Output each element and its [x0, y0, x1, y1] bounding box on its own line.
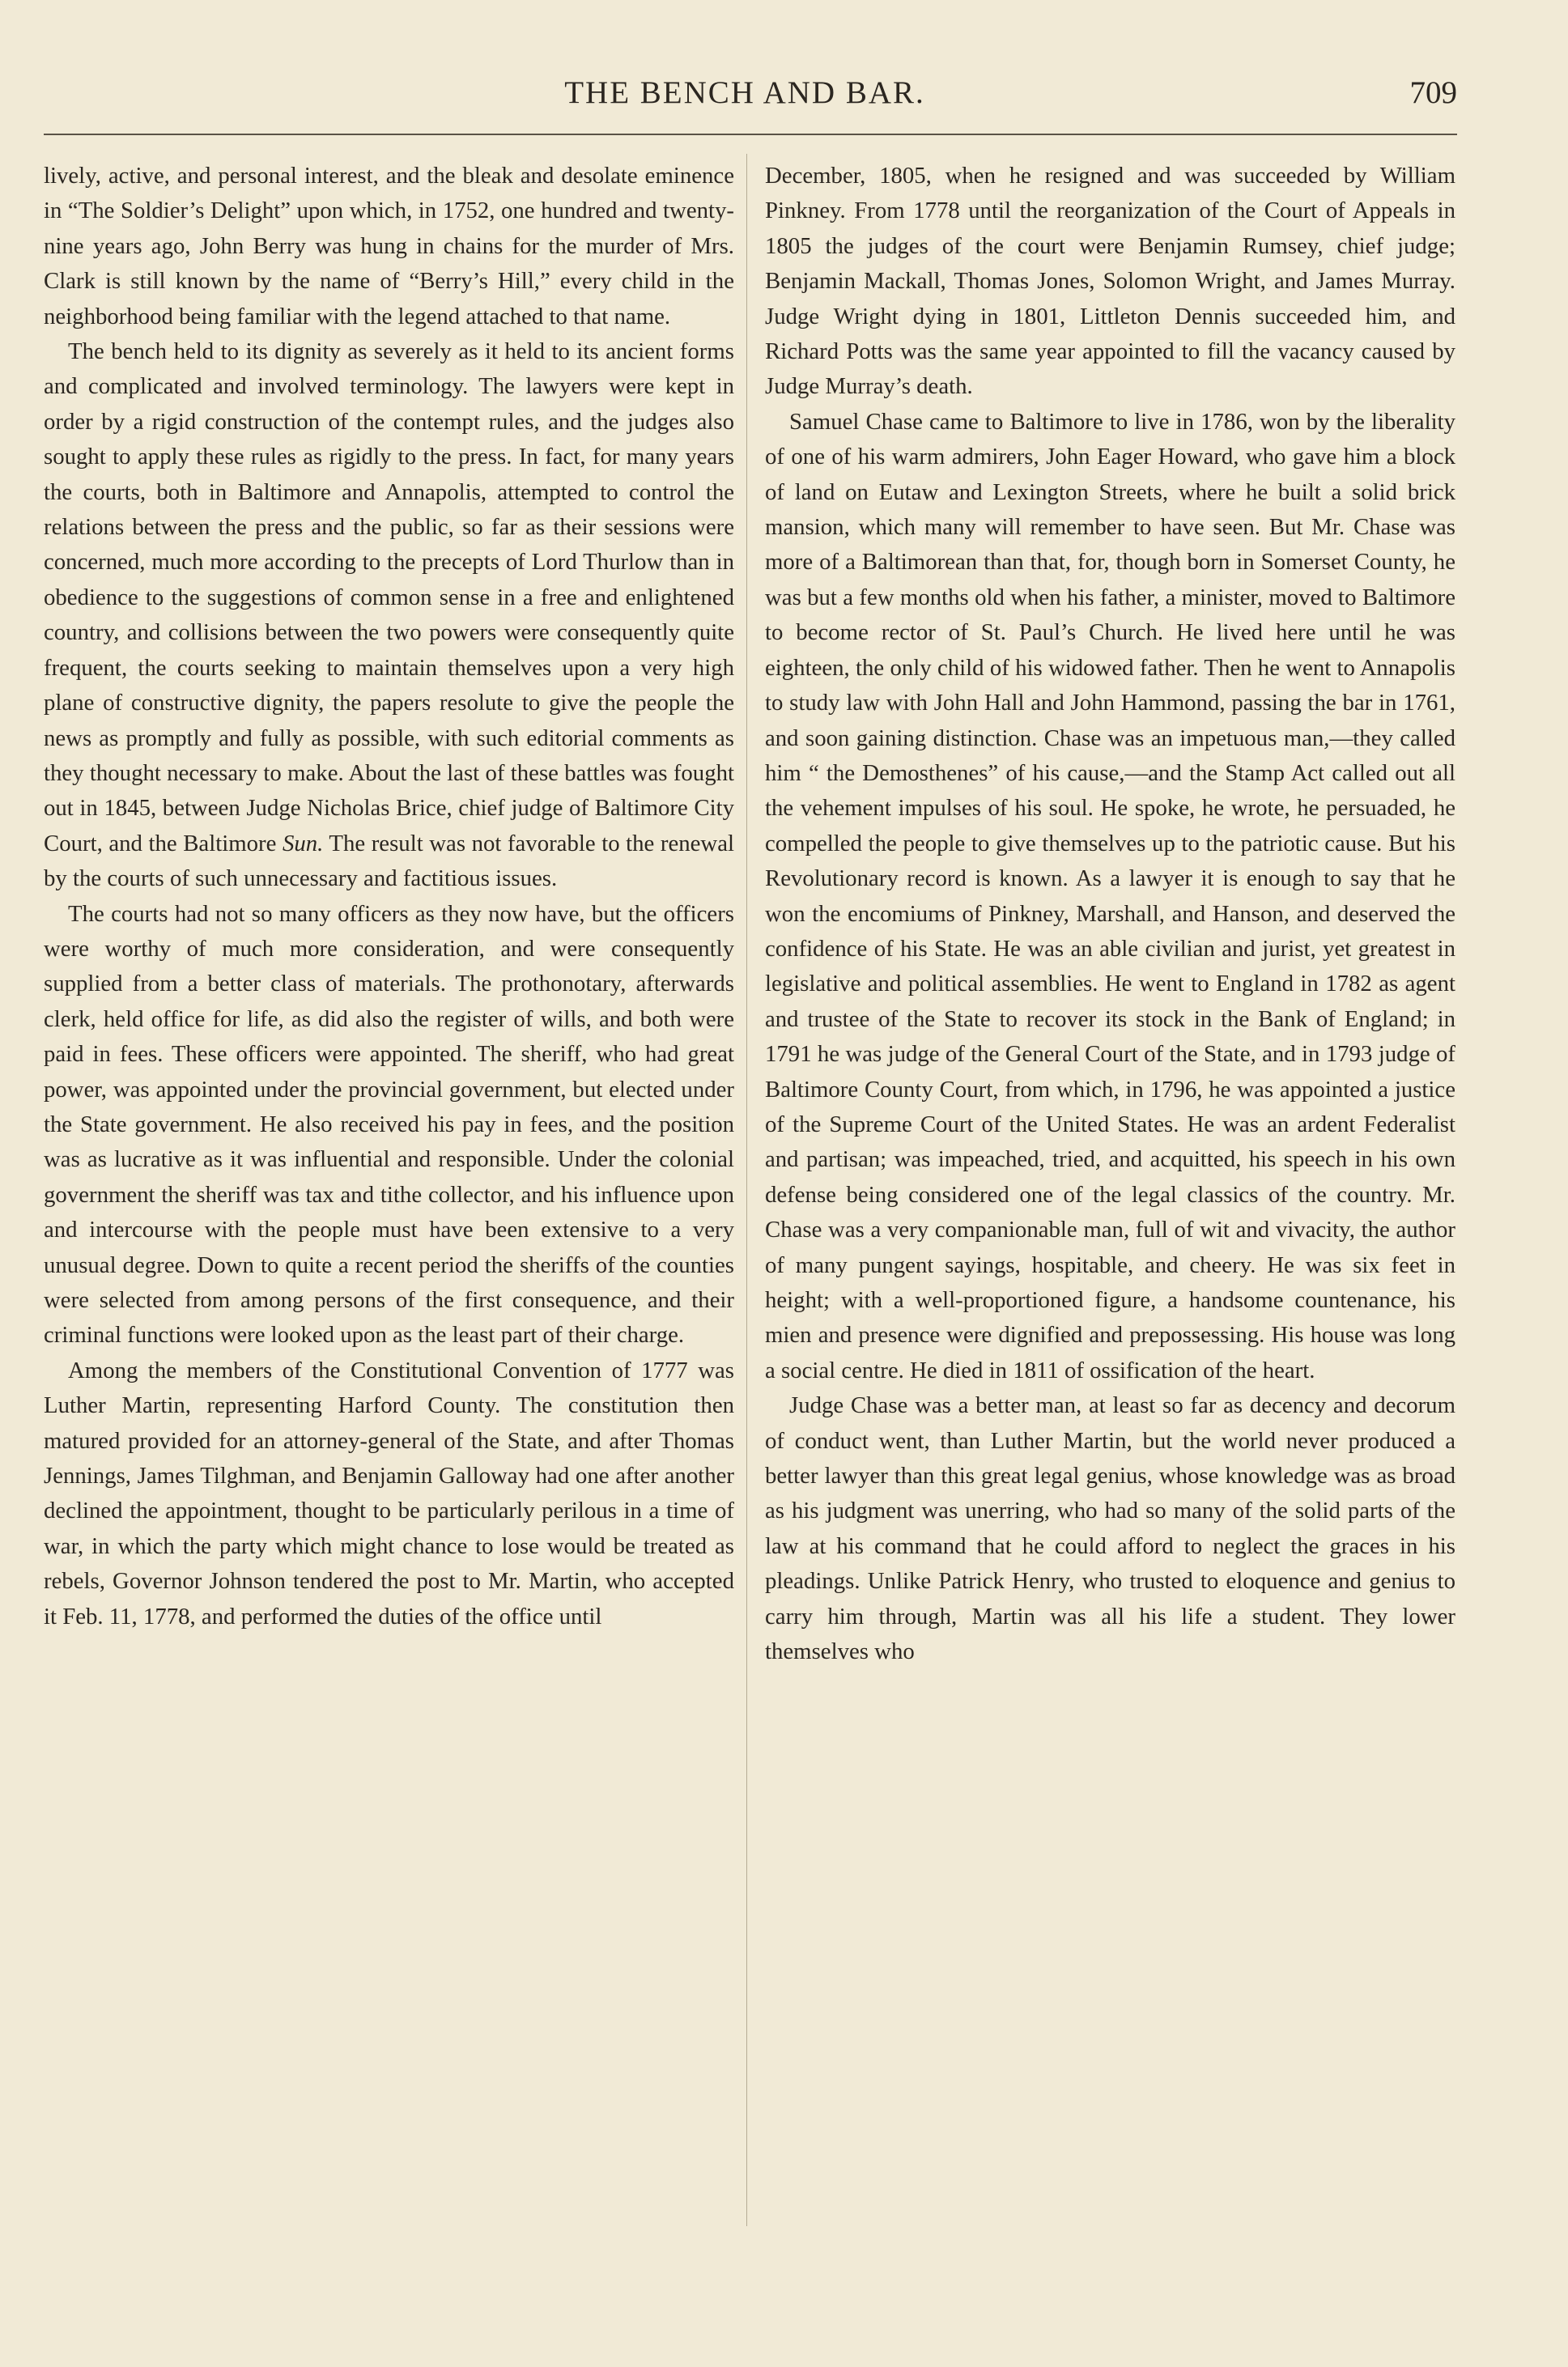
page-header: [32, 74, 1457, 123]
paragraph-continued: lively, active, and personal interest, and the bleak and desolate eminence in “The Soldier’s Delight” upon which, in 1752, one hundred and twenty-nine years ago, John Berry was hung in chains for the murder of Mrs. Clark is still known by the name of “Berry’s Hill,” every child in the neighborhood being familiar with the legend attached to that name.: [44, 163, 734, 329]
right-column: [765, 159, 1455, 1669]
paragraph-text: The result was not favorable to the renewal by the courts of such unnecessary and factitious issues.: [44, 830, 735, 892]
page-number: 709: [1409, 75, 1457, 110]
newspaper-title: Sun.: [282, 830, 324, 856]
paragraph-court-officers: The courts had not so many officers as they now have, but the officers were worthy of much more consideration, and were consequently supplied from a better class of materials. The prothonotary, afterwards clerk, held office for life, as did also the register of wills, and both were paid in fees. These officers were appointed. The sheriff, who had great power, was appointed under the provincial government, but elected under the State government. He also received his pay in fees, and the position was as lucrative as it was influential and responsible. Under the colonial government the sheriff was tax and tithe collector, and his influence upon and intercourse with the people must have been extensive to a very unusual degree. Down to quite a recent period the sheriffs of the counties were selected from among persons of the first consequence, and their criminal functions were looked upon as the least part of their charge.: [44, 900, 734, 1349]
paragraph-luther-martin: Among the members of the Constitutional Convention of 1777 was Luther Martin, representing Harford County. The constitution then matured provided for an attorney-general of the State, and after Thomas Jennings, James Tilghman, and Benjamin Galloway had one after another declined the appointment, thought to be particularly perilous in a time of war, in which the party which might chance to lose would be treated as rebels, Governor Johnson tendered the post to Mr. Martin, who accepted it Feb. 11, 1778, and performed the duties of the office until: [44, 1357, 734, 1630]
paragraph-text: The bench held to its dignity as severely as it held to its ancient forms and complicated and involved terminology. The lawyers were kept in order by a rigid construction of the contempt rules, and the judges also sought to apply these rules as rigidly to the press. In fact, for many years the courts, both in Baltimore and Annapolis, attempted to control the relations between the press and the public, so far as their sessions were concerned, much more according to the precepts of Lord Thurlow than in obedience to the suggestions of common sense in a free and enlightened country, and collisions between the two powers were consequently quite frequent, the courts seeking to maintain themselves upon a very high plane of constructive dignity, the papers resolute to give the people the news as promptly and fully as possible, with such editorial comments as they thought necessary to make. About the last of these battles was fought out in 1845, between Judge Nicholas Brice, chief judge of Baltimore City Court, and the Baltimore: [44, 338, 734, 856]
paragraph-bench-dignity: [44, 334, 734, 897]
header-rule: [44, 134, 1457, 135]
column-divider: [746, 154, 747, 2226]
running-title: THE BENCH AND BAR.: [564, 75, 925, 110]
left-column: [44, 159, 734, 1634]
paragraph-continued: December, 1805, when he resigned and was succeeded by William Pinkney. From 1778 until the reorganization of the Court of Appeals in 1805 the judges of the court were Benjamin Rumsey, chief judge; Benjamin Mackall, Thomas Jones, Solomon Wright, and James Murray. Judge Wright dying in 1801, Littleton Dennis succeeded him, and Richard Potts was the same year appointed to fill the vacancy caused by Judge Murray’s death.: [765, 163, 1455, 400]
paragraph-judge-chase-martin: Judge Chase was a better man, at least so far as decency and decorum of conduct went, than Luther Martin, but the world never produced a better lawyer than this great legal genius, whose knowledge was as broad as his judgment was unerring, who had so many of the solid parts of the law at his command that he could afford to neglect the graces in his pleadings. Unlike Patrick Henry, who trusted to eloquence and genius to carry him through, Martin was all his life a student. They lower themselves who: [765, 1392, 1455, 1665]
paragraph-samuel-chase: Samuel Chase came to Baltimore to live in 1786, won by the liberality of one of his warm admirers, John Eager Howard, who gave him a block of land on Eutaw and Lexington Streets, where he built a solid brick mansion, which many will remember to have seen. But Mr. Chase was more of a Baltimorean than that, for, though born in Somerset County, he was but a few months old when his father, a minister, moved to Baltimore to become rector of St. Paul’s Church. He lived here until he was eighteen, the only child of his widowed father. Then he went to Annapolis to study law with John Hall and John Hammond, passing the bar in 1761, and soon gaining distinction. Chase was an impetuous man,—they called him “ the Demosthenes” of his cause,—and the Stamp Act called out all the vehement impulses of his soul. He spoke, he wrote, he persuaded, he compelled the people to give themselves up to the patriotic cause. But his Revolutionary record is known. As a lawyer it is enough to say that he won the encomiums of Pinkney, Marshall, and Hanson, and deserved the confidence of his State. He was an able civilian and jurist, yet greatest in legislative and political assemblies. He went to England in 1782 as agent and trustee of the State to recover its stock in the Bank of England; in 1791 he was judge of the General Court of the State, and in 1793 judge of Baltimore County Court, from which, in 1796, he was appointed a justice of the Supreme Court of the United States. He was an ardent Federalist and partisan; was impeached, tried, and acquitted, his speech in his own defense being considered one of the legal classics of the country. Mr. Chase was a very companionable man, full of wit and vivacity, the author of many pungent sayings, hospitable, and cheery. He was six feet in height; with a well-proportioned figure, a handsome countenance, his mien and presence were dignified and prepossessing. His house was long a social centre. He died in 1811 of ossification of the heart.: [765, 408, 1455, 1383]
